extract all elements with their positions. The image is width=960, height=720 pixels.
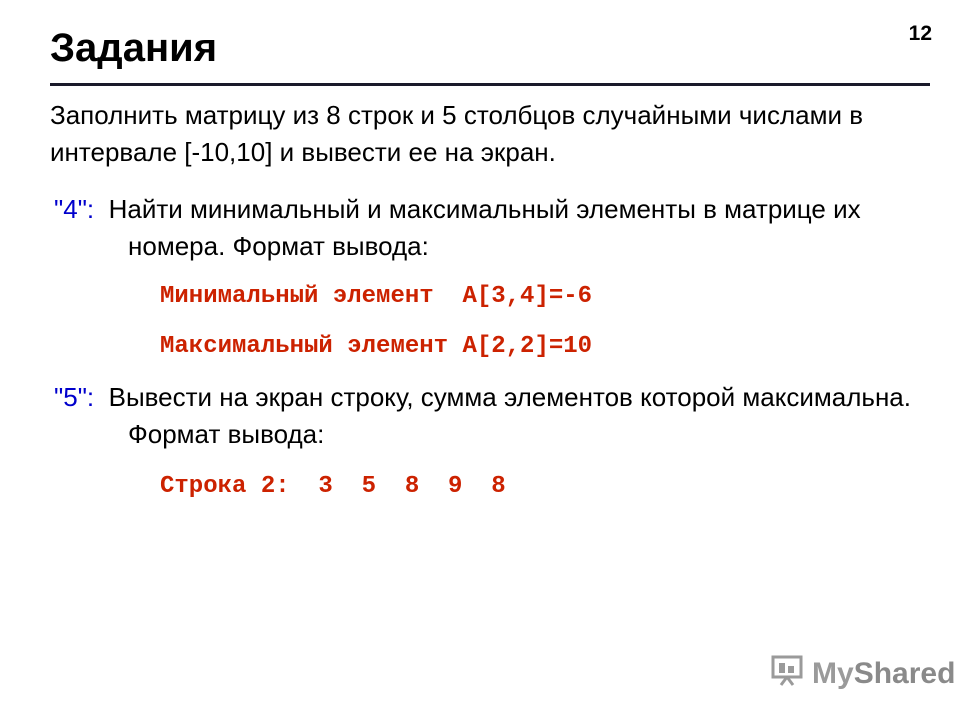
- page-title: Задания: [50, 26, 218, 70]
- task-5-text: Вывести на экран строку, сумма элементов которой максимальна. Формат вывода:: [108, 382, 911, 449]
- task-4: [54, 191, 954, 265]
- output-max-element: Максимальный элемент A[2,2]=10: [160, 333, 593, 360]
- task-4-number: "4":: [54, 194, 95, 224]
- myshared-logo: [770, 656, 955, 692]
- intro-text: Заполнить матрицу из 8 строк и 5 столбцов случайными числами в интервале [-10,10] и вывести ее на экран.: [50, 100, 864, 167]
- title-divider: [50, 83, 930, 86]
- output-max-row: Строка 2: 3 5 8 9 8: [160, 473, 506, 500]
- logo-text-shared: Shared: [853, 657, 956, 690]
- task-4-text: Найти минимальный и максимальный элементы в матрице их номера. Формат вывода:: [108, 194, 861, 261]
- output-min-element: Минимальный элемент A[3,4]=-6: [160, 283, 593, 310]
- presentation-icon: [770, 654, 808, 694]
- logo-text-my: My: [812, 657, 854, 690]
- page-number: 12: [908, 22, 932, 45]
- task-5-number: "5":: [54, 382, 95, 412]
- task-5: [54, 379, 954, 453]
